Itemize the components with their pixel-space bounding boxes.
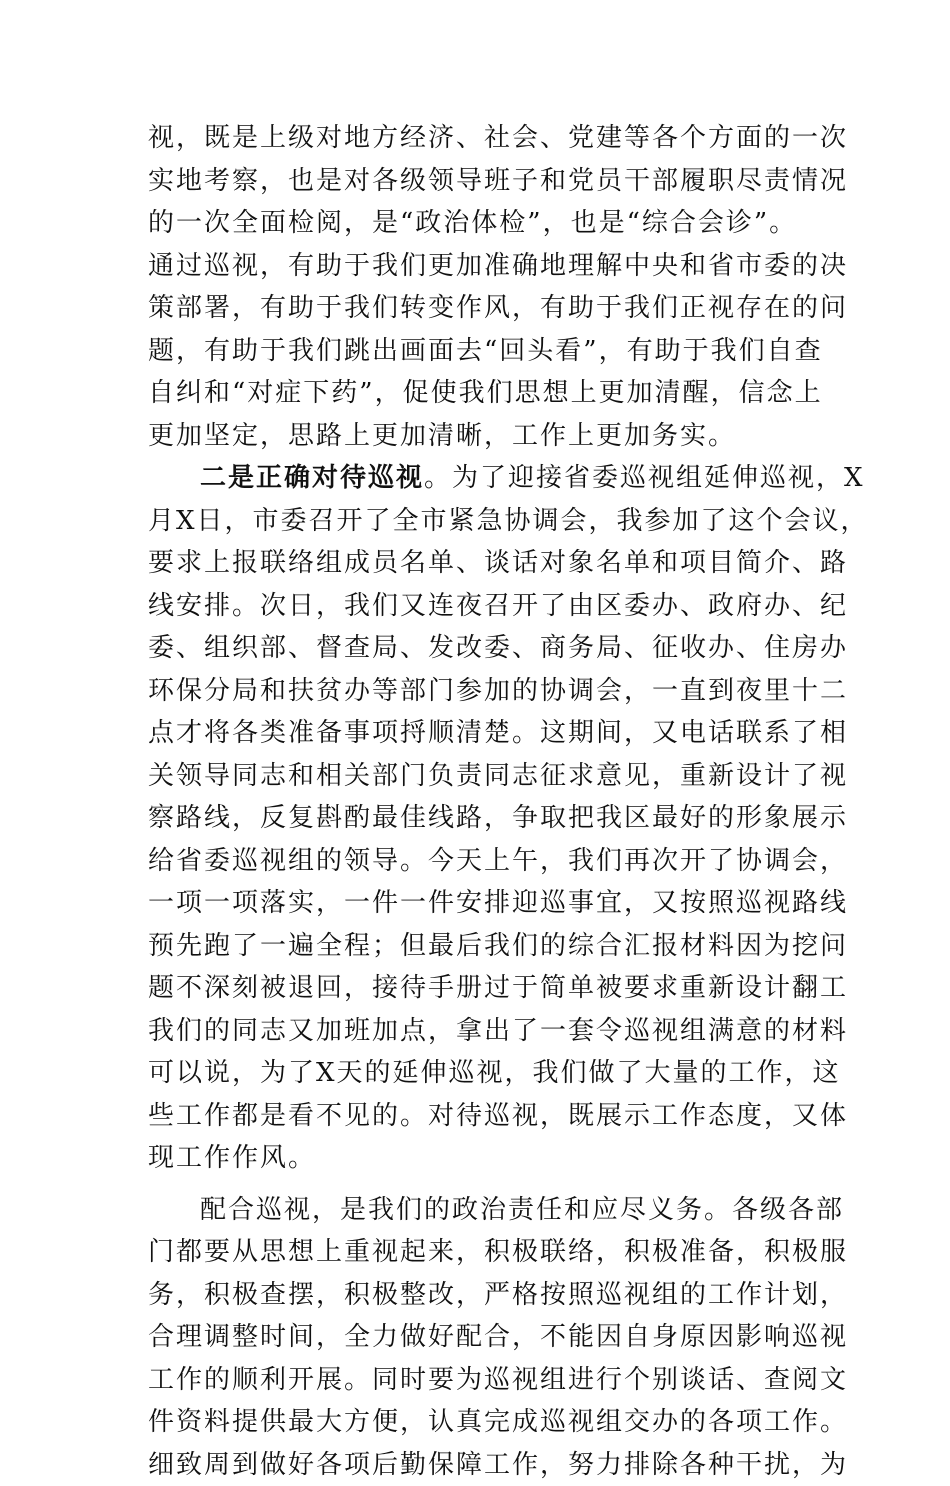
text-line: 可以说，为了X天的延伸巡视，我们做了大量的工作，这 — [148, 1052, 808, 1095]
text-line: 更加坚定，思路上更加清晰，工作上更加务实。 — [148, 415, 808, 458]
paragraph-first-line: 配合巡视，是我们的政治责任和应尽义务。各级各部 — [148, 1189, 808, 1232]
text-line: 预先跑了一遍全程；但最后我们的综合汇报材料因为挖问 — [148, 925, 808, 968]
text-line: 题不深刻被退回，接待手册过于简单被要求重新设计翻工 — [148, 967, 808, 1010]
text-line: 现工作作风。 — [148, 1137, 808, 1180]
text-line: 题，有助于我们跳出画面去“回头看”，有助于我们自查 — [148, 330, 808, 373]
text-line: 合理调整时间，全力做好配合，不能因自身原因影响巡视 — [148, 1316, 808, 1359]
text-line: 策部署，有助于我们转变作风，有助于我们正视存在的问 — [148, 287, 808, 330]
text-line: 点才将各类准备事项捋顺清楚。这期间，又电话联系了相 — [148, 712, 808, 755]
text-line: 实地考察，也是对各级领导班子和党员干部履职尽责情况 — [148, 160, 808, 203]
paragraph-1 — [148, 117, 808, 457]
text-line: 给省委巡视组的领导。今天上午，我们再次开了协调会， — [148, 840, 808, 883]
text-line: 我们的同志又加班加点，拿出了一套令巡视组满意的材料 — [148, 1010, 808, 1053]
text-line: 门都要从思想上重视起来，积极联络，积极准备，积极服 — [148, 1231, 808, 1274]
paragraph-heading: 二是正确对待巡视 — [200, 463, 424, 493]
text-line: 务，积极查摆，积极整改，严格按照巡视组的工作计划， — [148, 1274, 808, 1317]
text-line: 自纠和“对症下药”，促使我们思想上更加清醒，信念上 — [148, 372, 808, 415]
text-line: 些工作都是看不见的。对待巡视，既展示工作态度，又体 — [148, 1095, 808, 1138]
text-line: 线安排。次日，我们又连夜召开了由区委办、政府办、纪 — [148, 585, 808, 628]
paragraph-2 — [148, 457, 808, 1180]
text-run: 。为了迎接省委巡视组延伸巡视，X — [424, 463, 865, 493]
text-line: 一项一项落实，一件一件安排迎巡事宜，又按照巡视路线 — [148, 882, 808, 925]
text-line: 工作的顺利开展。同时要为巡视组进行个别谈话、查阅文 — [148, 1359, 808, 1402]
text-line: 委、组织部、督查局、发改委、商务局、征收办、住房办 — [148, 627, 808, 670]
text-line: 月X日，市委召开了全市紧急协调会，我参加了这个会议， — [148, 500, 808, 543]
text-line: 视，既是上级对地方经济、社会、党建等各个方面的一次 — [148, 117, 808, 160]
text-line: 察路线，反复斟酌最佳线路，争取把我区最好的形象展示 — [148, 797, 808, 840]
text-line: 细致周到做好各项后勤保障工作，努力排除各种干扰，为 — [148, 1444, 808, 1486]
text-line: 关领导同志和相关部门负责同志征求意见，重新设计了视 — [148, 755, 808, 798]
paragraph-first-line — [148, 457, 808, 500]
paragraph-3 — [148, 1189, 808, 1486]
text-line: 通过巡视，有助于我们更加准确地理解中央和省市委的决 — [148, 245, 808, 288]
paragraph-spacer — [148, 1180, 808, 1189]
text-line: 的一次全面检阅，是“政治体检”，也是“综合会诊”。 — [148, 202, 808, 245]
text-line: 环保分局和扶贫办等部门参加的协调会，一直到夜里十二 — [148, 670, 808, 713]
text-line: 件资料提供最大方便，认真完成巡视组交办的各项工作。 — [148, 1401, 808, 1444]
text-line: 要求上报联络组成员名单、谈话对象名单和项目简介、路 — [148, 542, 808, 585]
document-body — [148, 117, 808, 1486]
